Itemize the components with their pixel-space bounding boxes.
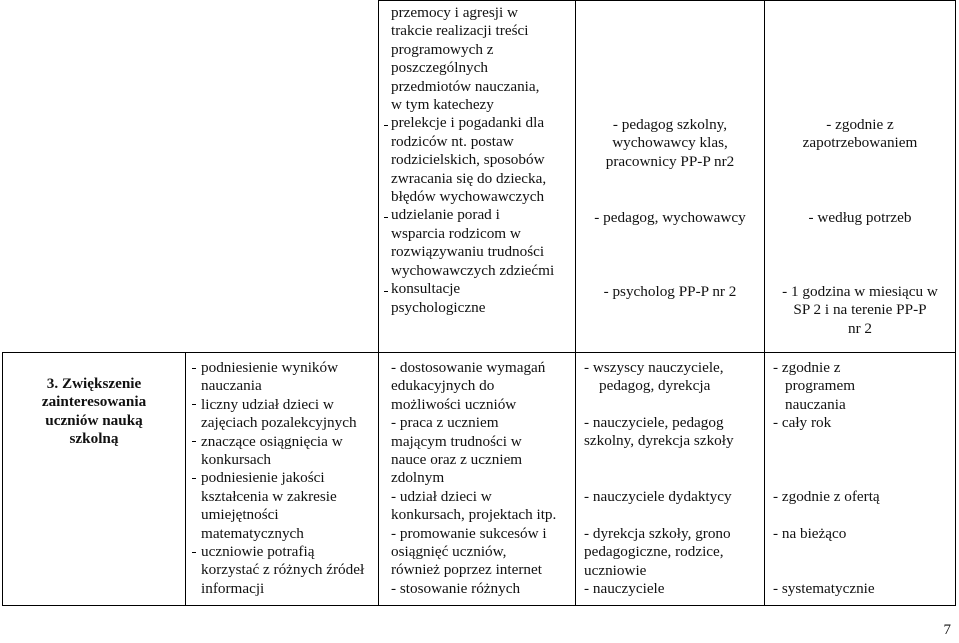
table-border-right	[955, 0, 956, 606]
list-dash-mark	[192, 441, 196, 442]
goal-line: zainteresowania	[41, 393, 147, 411]
top-timing-cell	[765, 209, 955, 227]
top-responsible-cell	[576, 283, 764, 301]
methods-cell	[391, 359, 575, 598]
table-border-col2	[378, 0, 379, 606]
outcome-line: matematycznych	[201, 524, 304, 542]
activity-line: przedmiotów nauczania,	[391, 77, 540, 95]
outcome-line: informacji	[201, 579, 265, 597]
activity-line: rodzicielskich, sposobów	[391, 151, 545, 169]
page-number: 7	[943, 622, 951, 638]
responsible-line: - nauczyciele	[584, 580, 665, 598]
method-line: osiągnięć uczniów,	[391, 543, 507, 561]
method-line: również poprzez internet	[391, 561, 542, 579]
responsible-line: wychowawcy klas,	[612, 134, 728, 152]
outcome-line: nauczania	[201, 377, 262, 395]
bottom-timing-cell	[773, 580, 953, 598]
bottom-timing-cell	[773, 525, 953, 543]
outcome-line: korzystać z różnych źródeł	[201, 561, 365, 579]
bottom-responsible-cell	[584, 359, 764, 396]
timing-line: - według potrzeb	[808, 209, 912, 226]
bottom-timing-cell	[773, 359, 953, 433]
activity-line: prelekcje i pogadanki dla	[391, 114, 545, 132]
timing-line: - cały rok	[773, 414, 832, 432]
bottom-responsible-cell	[584, 414, 764, 451]
table-border-top-left	[378, 0, 955, 1]
bottom-timing-cell	[773, 488, 953, 506]
outcome-line: zajęciach pozalekcyjnych	[201, 414, 357, 432]
activity-line: trakcie realizacji treści	[391, 22, 529, 40]
timing-line: - na bieżąco	[773, 525, 847, 542]
method-line: konkursach, projektach itp.	[391, 506, 557, 524]
responsible-line: - dyrekcja szkoły, grono	[584, 525, 731, 542]
timing-line: SP 2 i na terenie PP-P	[793, 301, 927, 319]
responsible-line: - pedagog, wychowawcy	[594, 209, 746, 226]
activity-line: błędów wychowawczych	[391, 188, 545, 206]
activity-line: w tym katechezy	[391, 96, 494, 114]
responsible-line: - pedagog szkolny,	[612, 116, 728, 133]
timing-line: nauczania	[785, 395, 846, 413]
outcomes-cell	[201, 359, 378, 598]
method-line: - promowanie sukcesów i	[391, 524, 547, 542]
activity-line: poszczególnych	[391, 59, 488, 77]
responsible-line: - psycholog PP-P nr 2	[603, 283, 737, 300]
table-border-bottom	[2, 605, 956, 606]
method-line: - dostosowanie wymagań	[391, 359, 546, 376]
activity-line: programowych z	[391, 40, 494, 58]
activity-line: wsparcia rodzicom w	[391, 224, 521, 242]
method-line: - praca z uczniem	[391, 414, 499, 432]
outcome-line: uczniowie potrafią	[201, 543, 315, 561]
activity-line: przemocy i agresji w	[391, 4, 518, 21]
method-line: - stosowanie różnych	[391, 579, 521, 597]
responsible-line: pracownicy PP-P nr2	[605, 152, 735, 170]
timing-line: - zgodnie z ofertą	[773, 488, 880, 505]
responsible-line: pedagogiczne, rodzice,	[584, 543, 724, 561]
table-border-rowsep	[2, 352, 956, 353]
timing-line: - systematycznie	[773, 580, 875, 597]
timing-line: zapotrzebowaniem	[802, 134, 918, 152]
timing-line: - zgodnie z	[826, 116, 894, 133]
activity-line: rodziców nt. postaw	[391, 132, 514, 150]
activity-line: wychowawczych zdziećmi	[391, 261, 555, 279]
outcome-line: podniesienie wyników	[201, 359, 339, 376]
responsible-line: szkolny, dyrekcja szkoły	[584, 432, 734, 450]
responsible-line: - nauczyciele, pedagog	[584, 414, 724, 431]
top-timing-cell	[765, 116, 955, 153]
timing-line: programem	[785, 377, 856, 395]
table-border-col1	[185, 352, 186, 606]
method-line: - udział dzieci w	[391, 487, 492, 505]
bottom-responsible-cell	[584, 525, 764, 599]
outcome-line: podniesienie jakości	[201, 469, 325, 487]
activity-line: rozwiązywaniu trudności	[391, 243, 545, 261]
goal-line: uczniów nauką	[45, 411, 143, 429]
list-dash-mark	[192, 404, 196, 405]
top-timing-cell	[765, 283, 955, 338]
top-responsible-cell	[576, 116, 764, 171]
list-dash-mark	[192, 368, 196, 369]
activity-line: konsultacje	[391, 280, 461, 298]
activity-line: udzielanie porad i	[391, 206, 500, 224]
outcome-line: znaczące osiągnięcia w	[201, 432, 343, 450]
method-line: edukacyjnych do	[391, 377, 495, 395]
responsible-line: uczniowie	[584, 561, 647, 579]
goal-cell	[3, 375, 185, 449]
list-dash-mark	[384, 291, 388, 292]
activity-line: psychologiczne	[391, 298, 486, 316]
activity-line: zwracania się do dziecka,	[391, 169, 547, 187]
outcome-line: liczny udział dzieci w	[201, 395, 334, 413]
list-dash-mark	[192, 478, 196, 479]
outcome-line: kształcenia w zakresie	[201, 487, 337, 505]
responsible-line: pedagog, dyrekcja	[599, 377, 711, 395]
responsible-line: - nauczyciele dydaktycy	[584, 488, 732, 505]
timing-line: - zgodnie z	[773, 359, 841, 376]
list-dash-mark	[192, 552, 196, 553]
timing-line: - 1 godzina w miesiącu w	[782, 283, 938, 300]
list-dash-mark	[384, 125, 388, 126]
top-responsible-cell	[576, 209, 764, 227]
responsible-line: - wszyscy nauczyciele,	[584, 359, 724, 376]
method-line: możliwości uczniów	[391, 395, 517, 413]
outcome-line: konkursach	[201, 451, 272, 469]
goal-line: szkolną	[69, 430, 119, 448]
method-line: mającym trudności w	[391, 432, 522, 450]
timing-line: nr 2	[847, 319, 873, 337]
outcome-line: umiejętności	[201, 506, 279, 524]
method-line: zdolnym	[391, 469, 445, 487]
goal-line: 3. Zwiększenie	[46, 375, 142, 392]
top-activities-cell	[391, 4, 576, 317]
list-dash-mark	[384, 217, 388, 218]
bottom-responsible-cell	[584, 488, 764, 506]
method-line: nauce oraz z uczniem	[391, 451, 523, 469]
